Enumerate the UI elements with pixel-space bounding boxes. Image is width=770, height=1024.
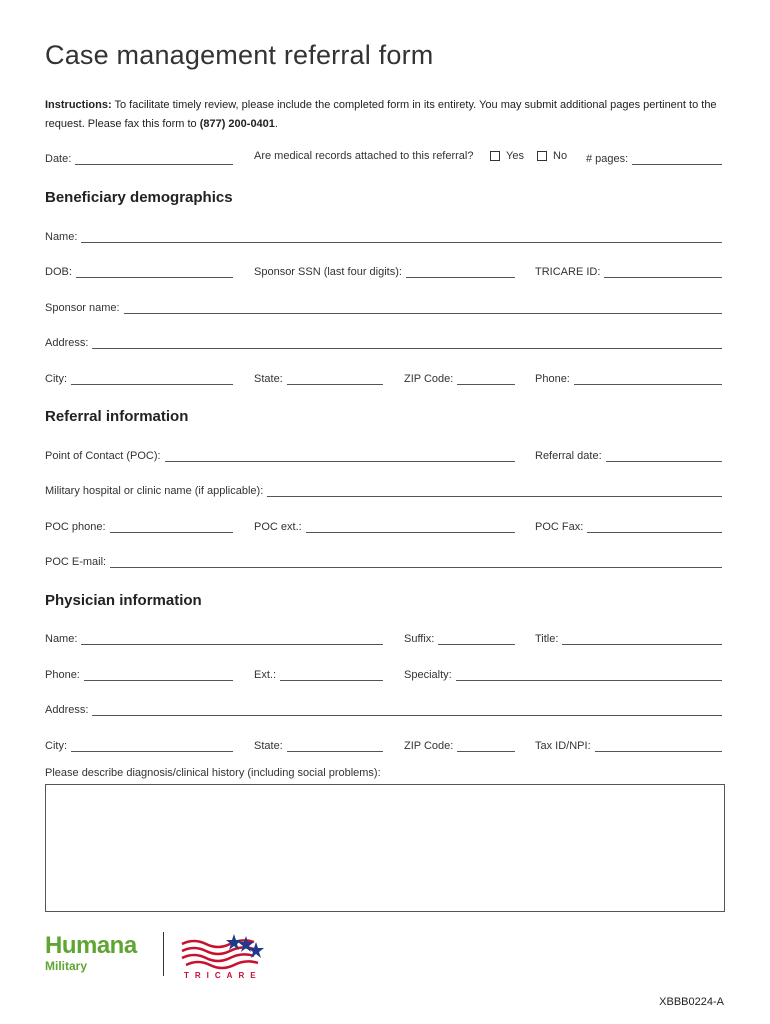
poc-fax-field[interactable] [535, 517, 722, 533]
poc-phone-line[interactable] [110, 521, 233, 533]
physician-name-field[interactable] [45, 629, 383, 645]
referral-date-field[interactable] [535, 446, 722, 462]
tax-id-label: Tax ID/NPI: [535, 740, 591, 752]
poc-label: Point of Contact (POC): [45, 450, 161, 462]
instructions [45, 96, 735, 134]
suffix-line[interactable] [438, 633, 515, 645]
beneficiary-city-field[interactable] [45, 369, 233, 385]
pages-line[interactable] [632, 153, 722, 165]
physician-state-line[interactable] [287, 740, 383, 752]
date-line[interactable] [75, 153, 233, 165]
no-label: No [553, 150, 568, 162]
beneficiary-address-field[interactable] [45, 333, 722, 349]
physician-title-line[interactable] [562, 633, 722, 645]
records-question-label: Are medical records attached to this referral? [254, 150, 474, 162]
referral-date-label: Referral date: [535, 450, 602, 462]
records-yes-checkbox[interactable] [490, 149, 524, 163]
physician-title-label: Title: [535, 633, 559, 645]
poc-fax-label: POC Fax: [535, 521, 584, 533]
sponsor-ssn-label: Sponsor SSN (last four digits): [254, 266, 402, 278]
sponsor-ssn-line[interactable] [406, 266, 515, 278]
poc-ext-label: POC ext.: [254, 521, 302, 533]
specialty-label: Specialty: [404, 669, 452, 681]
poc-email-line[interactable] [110, 556, 722, 568]
poc-contact-row [45, 517, 722, 533]
phone-line[interactable] [574, 373, 722, 385]
address-label: Address: [45, 337, 89, 349]
hospital-field[interactable] [45, 481, 722, 497]
physician-address-line[interactable] [92, 704, 722, 716]
poc-phone-field[interactable] [45, 517, 233, 533]
state-label: State: [254, 373, 283, 385]
city-label: City: [45, 373, 67, 385]
dob-line[interactable] [76, 266, 233, 278]
physician-heading: Physician information [45, 592, 202, 609]
address-line[interactable] [92, 337, 722, 349]
physician-state-field[interactable] [254, 736, 383, 752]
zip-label: ZIP Code: [404, 373, 454, 385]
beneficiary-state-field[interactable] [254, 369, 383, 385]
top-row [45, 149, 722, 165]
phone-label: Phone: [535, 373, 570, 385]
physician-zip-line[interactable] [457, 740, 515, 752]
physician-address-row [45, 700, 722, 716]
poc-ext-field[interactable] [254, 517, 515, 533]
physician-name-label: Name: [45, 633, 78, 645]
physician-name-row [45, 629, 722, 645]
beneficiary-phone-field[interactable] [535, 369, 722, 385]
specialty-field[interactable] [404, 665, 722, 681]
physician-address-label: Address: [45, 704, 89, 716]
physician-phone-field[interactable] [45, 665, 233, 681]
checkbox-icon[interactable] [537, 151, 547, 161]
city-line[interactable] [71, 373, 233, 385]
physician-state-label: State: [254, 740, 283, 752]
physician-name-line[interactable] [81, 633, 383, 645]
physician-city-line[interactable] [71, 740, 233, 752]
name-line[interactable] [81, 231, 722, 243]
records-question [254, 149, 474, 163]
state-line[interactable] [287, 373, 383, 385]
hospital-line[interactable] [267, 485, 722, 497]
tricare-id-line[interactable] [604, 266, 722, 278]
beneficiary-city-row [45, 369, 722, 385]
logo-divider [163, 932, 164, 976]
sponsor-name-label: Sponsor name: [45, 302, 120, 314]
sponsor-name-row [45, 298, 722, 314]
tricare-wordmark: TRICARE [184, 971, 262, 980]
poc-phone-label: POC phone: [45, 521, 106, 533]
beneficiary-zip-field[interactable] [404, 369, 515, 385]
physician-phone-line[interactable] [84, 669, 233, 681]
beneficiary-name-row [45, 227, 722, 243]
hospital-row [45, 481, 722, 497]
form-title: Case management referral form [45, 40, 434, 70]
specialty-line[interactable] [456, 669, 722, 681]
tricare-id-label: TRICARE ID: [535, 266, 601, 278]
tax-id-field[interactable] [535, 736, 722, 752]
beneficiary-name-field[interactable] [45, 227, 722, 243]
physician-title-field[interactable] [535, 629, 722, 645]
beneficiary-address-row [45, 333, 722, 349]
beneficiary-dob-row [45, 262, 722, 278]
humana-military-logo [45, 933, 137, 973]
physician-city-field[interactable] [45, 736, 233, 752]
beneficiary-heading: Beneficiary demographics [45, 189, 233, 206]
physician-phone-row [45, 665, 722, 681]
physician-ext-field[interactable] [254, 665, 383, 681]
physician-zip-label: ZIP Code: [404, 740, 454, 752]
humana-wordmark: Humana [45, 932, 137, 959]
physician-city-label: City: [45, 740, 67, 752]
instructions-end: . [274, 118, 278, 130]
dob-label: DOB: [45, 266, 72, 278]
sponsor-ssn-field[interactable] [254, 262, 515, 278]
diagnosis-textarea[interactable] [45, 784, 725, 912]
instructions-label: Instructions: [45, 99, 112, 111]
poc-fax-line[interactable] [587, 521, 722, 533]
tax-id-line[interactable] [595, 740, 722, 752]
records-no-checkbox[interactable] [537, 149, 567, 163]
sponsor-name-line[interactable] [124, 302, 722, 314]
tricare-logo [180, 932, 272, 980]
suffix-field[interactable] [404, 629, 515, 645]
poc-email-field[interactable] [45, 552, 722, 568]
instructions-text: To facilitate timely review, please include the completed form in its entirety. You may submit additional pages pertinent to the request. Please fax this form to [45, 99, 717, 130]
hospital-label: Military hospital or clinic name (if applicable): [45, 485, 264, 497]
physician-address-field[interactable] [45, 700, 722, 716]
pages-field[interactable] [586, 149, 722, 165]
military-wordmark: Military [45, 959, 88, 973]
poc-field[interactable] [45, 446, 515, 462]
poc-row [45, 446, 722, 462]
physician-ext-line[interactable] [280, 669, 383, 681]
dob-field[interactable] [45, 262, 233, 278]
poc-line[interactable] [165, 450, 515, 462]
suffix-label: Suffix: [404, 633, 435, 645]
sponsor-name-field[interactable] [45, 298, 722, 314]
tricare-id-field[interactable] [535, 262, 722, 278]
referral-date-line[interactable] [606, 450, 722, 462]
physician-ext-label: Ext.: [254, 669, 277, 681]
date-field[interactable] [45, 149, 233, 165]
physician-phone-label: Phone: [45, 669, 80, 681]
pages-label: # pages: [586, 153, 629, 165]
fax-number: (877) 200-0401 [199, 118, 275, 130]
form-code: XBBB0224-A [659, 996, 724, 1008]
zip-line[interactable] [457, 373, 515, 385]
referral-heading: Referral information [45, 408, 189, 425]
diagnosis-label: Please describe diagnosis/clinical history (including social problems): [45, 767, 381, 779]
yes-label: Yes [506, 150, 524, 162]
poc-email-label: POC E-mail: [45, 556, 107, 568]
physician-zip-field[interactable] [404, 736, 515, 752]
poc-ext-line[interactable] [306, 521, 515, 533]
name-label: Name: [45, 231, 78, 243]
physician-city-row [45, 736, 722, 752]
poc-email-row [45, 552, 722, 568]
date-label: Date: [45, 153, 72, 165]
checkbox-icon[interactable] [490, 151, 500, 161]
